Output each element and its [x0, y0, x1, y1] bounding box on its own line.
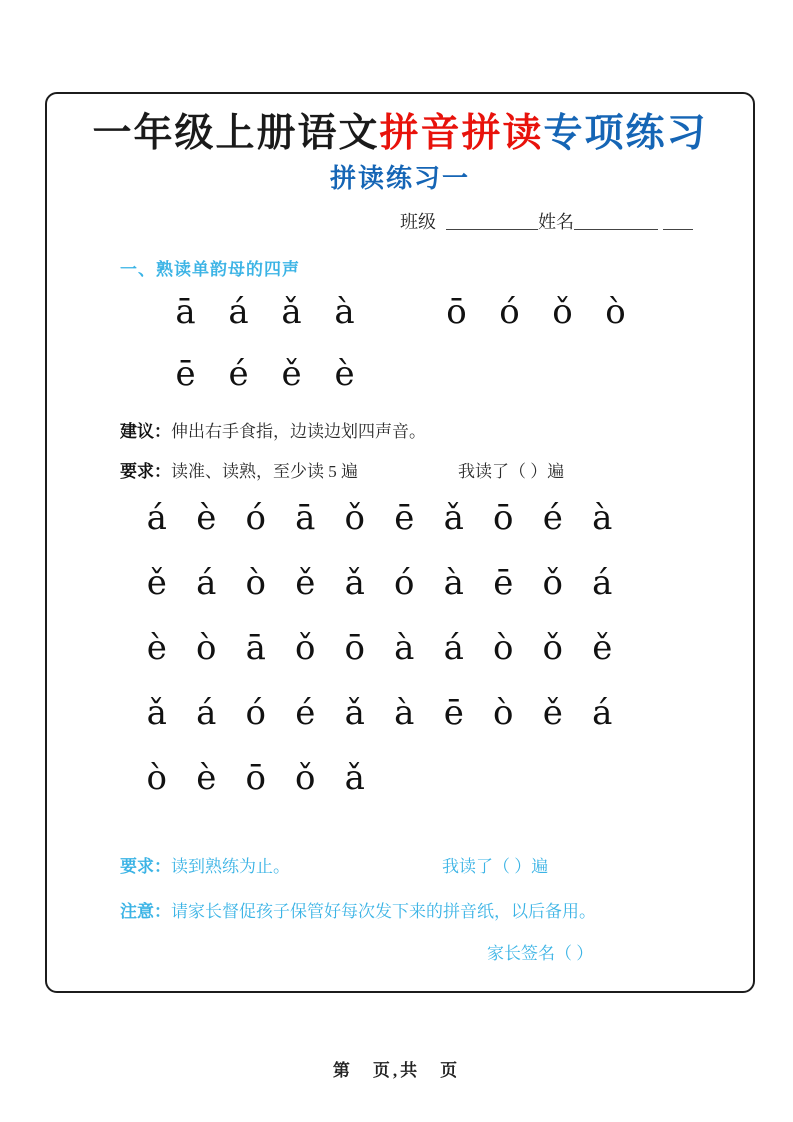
- pinyin-letter: ē: [394, 498, 415, 538]
- pinyin-letter: é: [295, 693, 316, 733]
- pinyin-letter: é: [542, 498, 563, 538]
- pinyin-letter: ě: [146, 563, 167, 603]
- requirement2-label: 要求：: [120, 857, 171, 876]
- pinyin-letter: ā: [245, 628, 266, 668]
- vowel-letter: ě: [281, 354, 302, 394]
- vowel-letter: è: [334, 354, 355, 394]
- class-label: 班级: [400, 212, 436, 232]
- vowel-row-2: [47, 354, 753, 406]
- practice-row-2: [132, 563, 627, 618]
- page-number-footer: 第 页,共 页: [332, 1061, 461, 1080]
- vowel-row-1: [47, 292, 753, 344]
- vowel-letter: ǒ: [552, 292, 573, 332]
- title-blue-part: 专项练习: [543, 112, 708, 155]
- pinyin-letter: ǒ: [295, 628, 316, 668]
- name-blank-field-extra: [663, 212, 693, 230]
- pinyin-letter: ǒ: [542, 563, 563, 603]
- pinyin-letter: á: [592, 563, 613, 603]
- vowel-letter: á: [228, 292, 249, 332]
- pinyin-letter: ò: [493, 693, 514, 733]
- pinyin-letter: ò: [493, 628, 514, 668]
- parent-signature-line: 家长签名（ ）: [487, 944, 594, 963]
- section1-heading: 一、熟读单韵母的四声: [120, 260, 300, 279]
- pinyin-letter: è: [196, 758, 217, 798]
- requirement2-line: [120, 852, 549, 877]
- pinyin-letter: á: [146, 498, 167, 538]
- vowel-group-o: [430, 292, 642, 332]
- suggestion-label: 建议：: [120, 422, 171, 441]
- pinyin-letter: ǎ: [344, 693, 365, 733]
- requirement1-text: 读准、读熟，至少读 5 遍: [171, 462, 358, 481]
- pinyin-letter: à: [443, 563, 464, 603]
- vowel-group-e: [159, 354, 371, 394]
- vowel-letter: ō: [446, 292, 467, 332]
- practice-row-1: [132, 498, 627, 553]
- pinyin-letter: è: [146, 628, 167, 668]
- worksheet-subtitle: 拼读练习一: [329, 164, 470, 193]
- practice-row-3: [132, 628, 627, 683]
- class-name-fields: [400, 208, 693, 234]
- pinyin-letter: á: [592, 693, 613, 733]
- page-title: [47, 102, 753, 158]
- pinyin-letter: á: [196, 693, 217, 733]
- vowel-letter: ǎ: [281, 292, 302, 332]
- requirement2-text: 读到熟练为止。: [171, 857, 290, 876]
- name-blank-field: [574, 212, 658, 230]
- pinyin-letter: ó: [245, 498, 266, 538]
- note-line: [120, 897, 596, 922]
- pinyin-letter: ò: [245, 563, 266, 603]
- pinyin-letter: ē: [443, 693, 464, 733]
- pinyin-letter: ě: [542, 693, 563, 733]
- suggestion-text: 伸出右手食指，边读边划四声音。: [171, 422, 426, 441]
- note-text: 请家长督促孩子保管好每次发下来的拼音纸，以后备用。: [171, 902, 596, 921]
- requirement1-line: [120, 457, 565, 482]
- pinyin-letter: ǎ: [344, 563, 365, 603]
- pinyin-letter: ò: [196, 628, 217, 668]
- read-count-blank: 我读了（ ）遍: [458, 462, 565, 481]
- pinyin-letter: ě: [592, 628, 613, 668]
- vowel-group-a: [159, 292, 371, 332]
- pinyin-letter: ǒ: [295, 758, 316, 798]
- practice-row-5: [132, 758, 380, 813]
- read-count-blank-2: 我读了（ ）遍: [442, 857, 549, 876]
- vowel-letter: ó: [499, 292, 520, 332]
- vowel-letter: ò: [605, 292, 626, 332]
- vowel-letter: ē: [175, 354, 196, 394]
- pinyin-letter: ǎ: [443, 498, 464, 538]
- pinyin-letter: ǒ: [344, 498, 365, 538]
- practice-row-4: [132, 693, 627, 748]
- title-red-part: 拼音拼读: [379, 112, 544, 155]
- note-label: 注意：: [120, 902, 171, 921]
- pinyin-letter: ǎ: [146, 693, 167, 733]
- title-black-part: 一年级上册语文: [92, 112, 380, 155]
- pinyin-letter: ō: [245, 758, 266, 798]
- class-blank-field: [446, 212, 538, 230]
- vowel-letter: é: [228, 354, 249, 394]
- pinyin-letter: à: [394, 628, 415, 668]
- pinyin-letter: ó: [394, 563, 415, 603]
- pinyin-letter: ō: [493, 498, 514, 538]
- pinyin-letter: ǎ: [344, 758, 365, 798]
- pinyin-letter: ā: [295, 498, 316, 538]
- vowel-letter: ā: [175, 292, 196, 332]
- worksheet-border: [45, 92, 755, 993]
- name-label: 姓名: [538, 212, 574, 232]
- vowel-letter: à: [334, 292, 355, 332]
- pinyin-letter: ē: [493, 563, 514, 603]
- pinyin-letter: á: [196, 563, 217, 603]
- pinyin-letter: à: [394, 693, 415, 733]
- pinyin-letter: ō: [344, 628, 365, 668]
- pinyin-letter: ò: [146, 758, 167, 798]
- requirement1-label: 要求：: [120, 462, 171, 481]
- pinyin-letter: è: [196, 498, 217, 538]
- pinyin-letter: ě: [295, 563, 316, 603]
- pinyin-letter: á: [443, 628, 464, 668]
- suggestion-line: [120, 417, 426, 442]
- pinyin-letter: à: [592, 498, 613, 538]
- pinyin-letter: ǒ: [542, 628, 563, 668]
- pinyin-letter: ó: [245, 693, 266, 733]
